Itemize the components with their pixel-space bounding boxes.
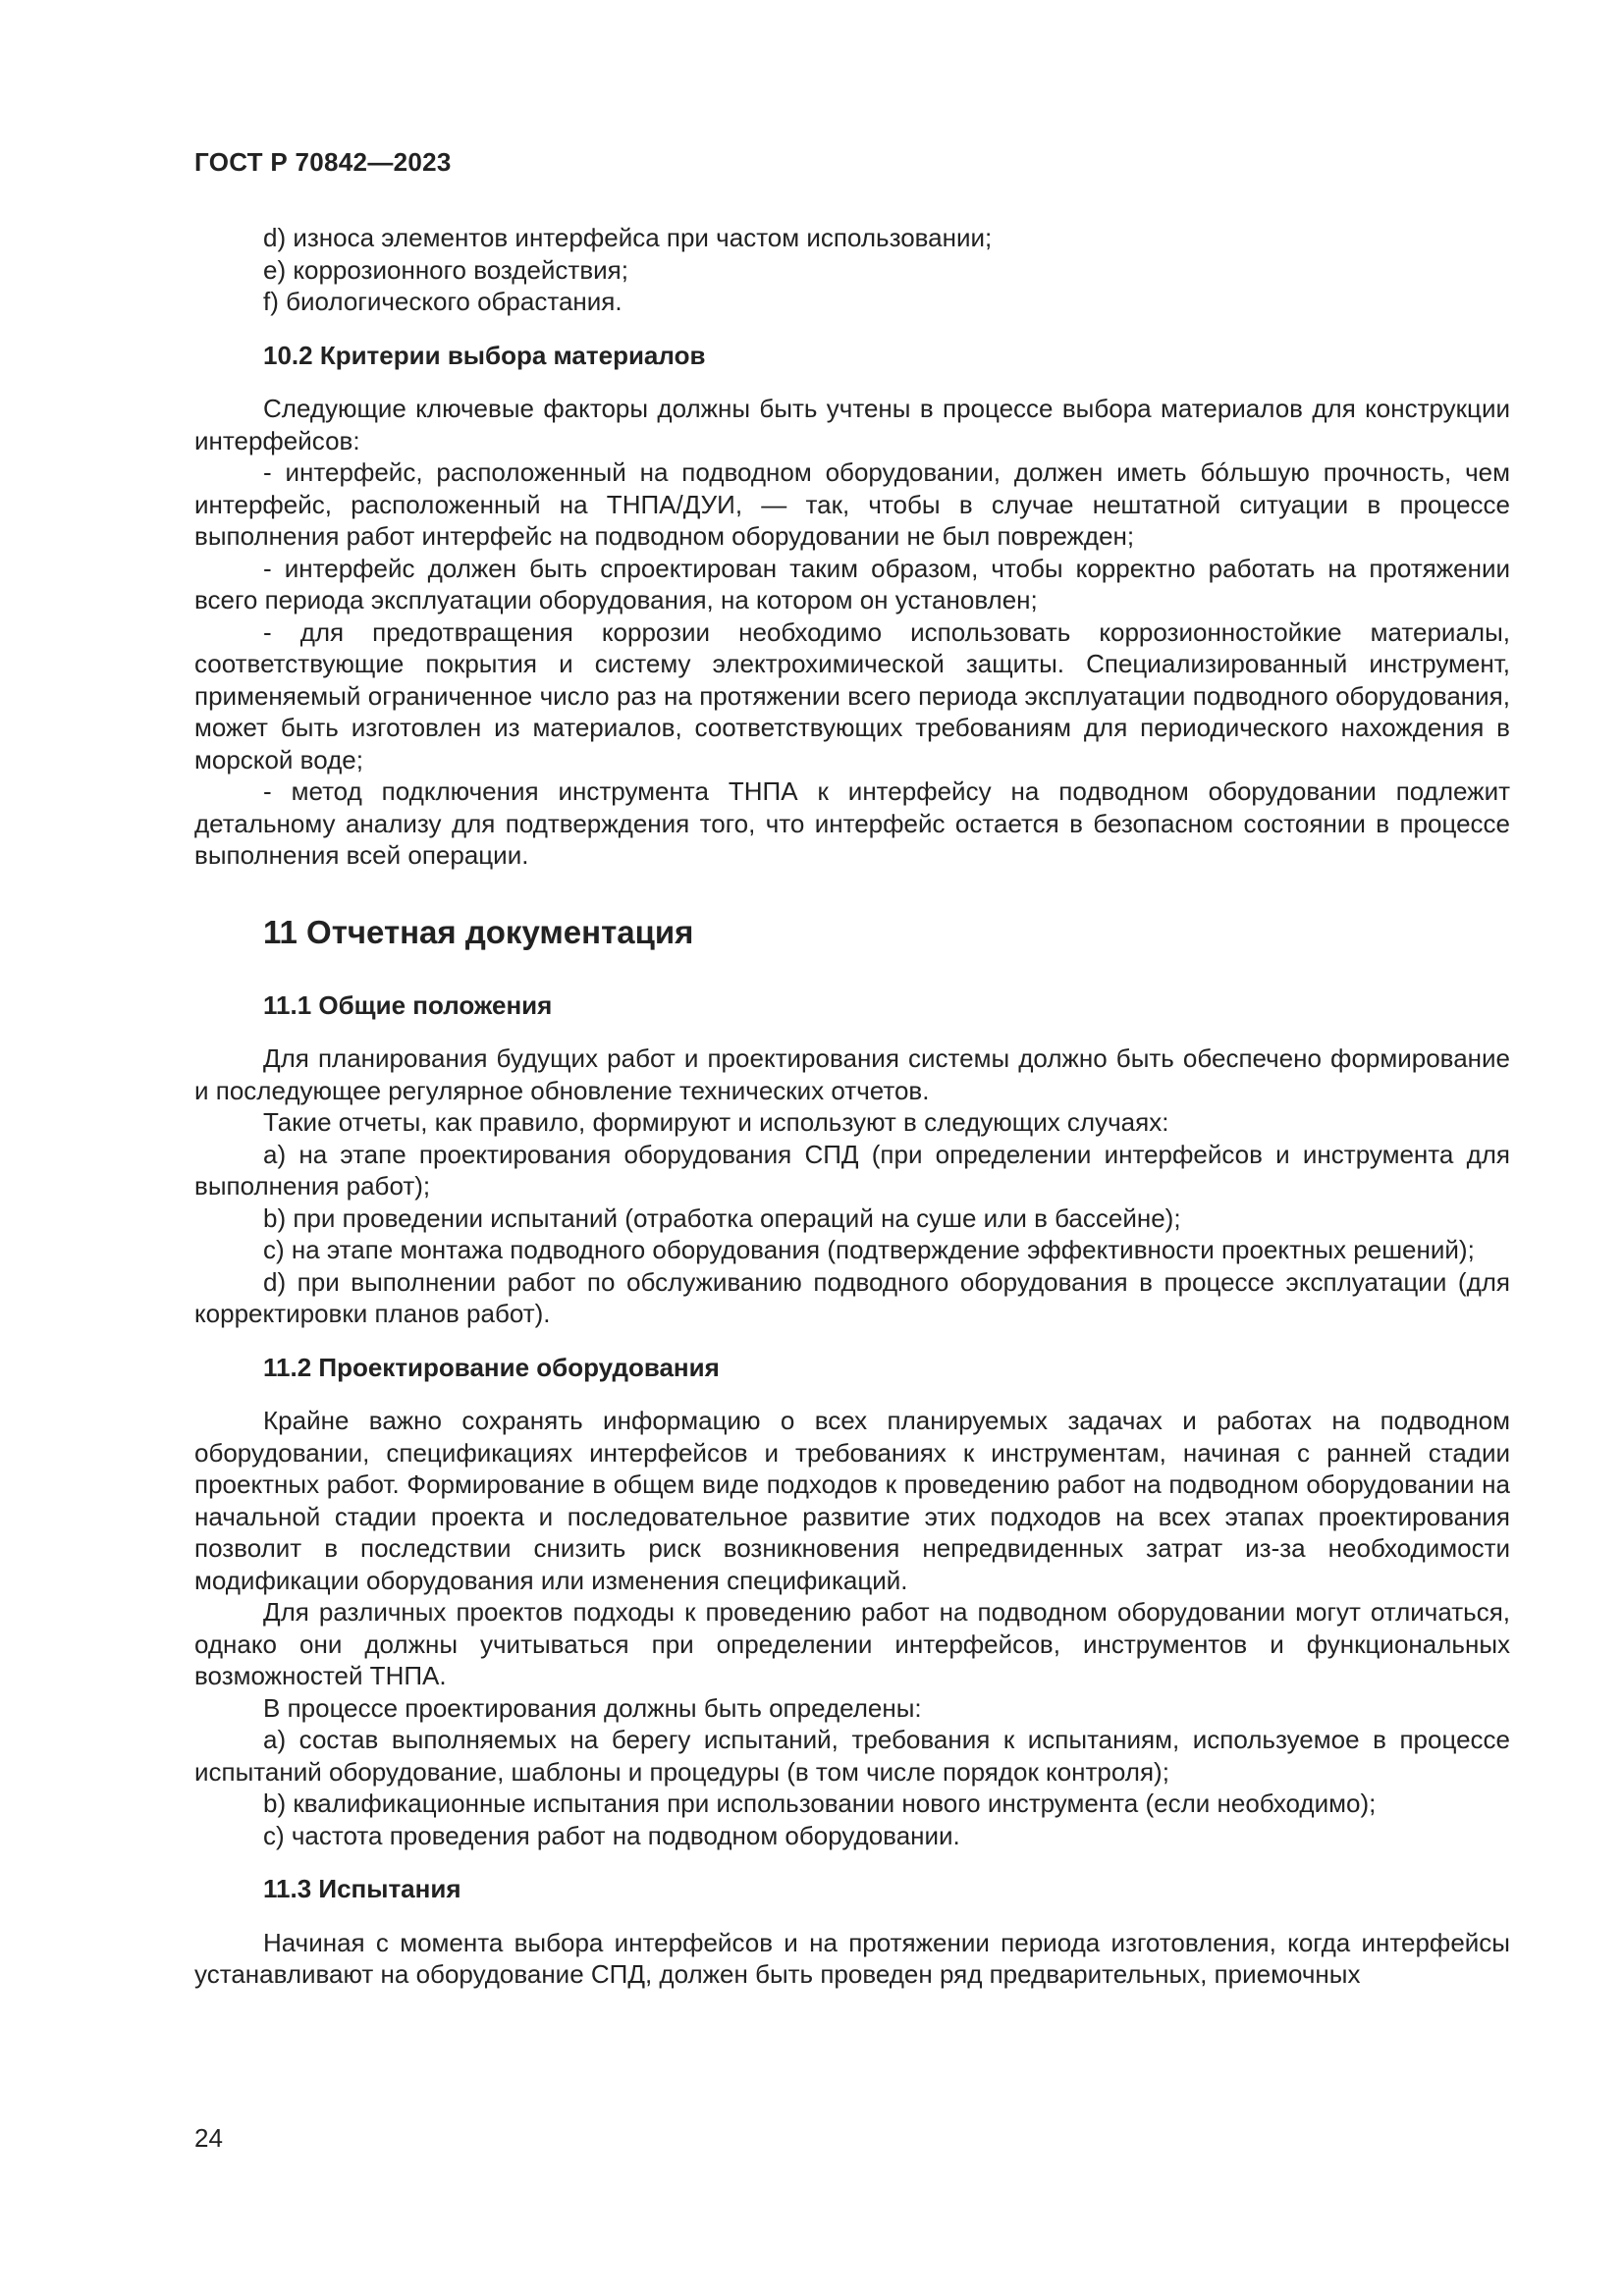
- paragraph: Следующие ключевые факторы должны быть учтены в процессе выбора материалов для конструкции интерфейсов:: [194, 394, 1510, 455]
- page-number: 24: [194, 2123, 223, 2153]
- page-header-standard-id: ГОСТ Р 70842—2023: [194, 147, 452, 177]
- paragraph: Крайне важно сохранять информацию о всех планируемых задачах и работах на подводном оборудовании, спецификациях интерфейсов и требованиях к инструментам, начиная с ранней стадии проектных работ. Формирование в общем виде подходов к проведению работ на подводном оборудовании на начальной стадии проекта и последовательное развитие этих подходов на всех этапах проектирования позволит в последствии снизить риск возникновения непредвиденных затрат из-за необходимости модификации оборудования или изменения спецификаций.: [194, 1406, 1510, 1595]
- page-content: [194, 222, 1510, 1991]
- paragraph: Начиная с момента выбора интерфейсов и на протяжении периода изготовления, когда интерфейсы устанавливают на оборудование СПД, должен быть проведен ряд предварительных, приемочных: [194, 1927, 1510, 1989]
- list-item: - метод подключения инструмента ТНПА к интерфейсу на подводном оборудовании подлежит детальному анализу для подтверждения того, что интерфейс остается в безопасном состоянии в процессе выполнения всей операции.: [194, 776, 1510, 870]
- paragraph: Такие отчеты, как правило, формируют и используют в следующих случаях:: [263, 1107, 1169, 1137]
- list-item: - интерфейс должен быть спроектирован таким образом, чтобы корректно работать на протяжении всего периода эксплуатации оборудования, на котором он установлен;: [194, 553, 1510, 614]
- list-item: f) биологического обрастания.: [263, 287, 623, 316]
- list-item: - интерфейс, расположенный на подводном оборудовании, должен иметь бóльшую прочность, чем интерфейс, расположенный на ТНПА/ДУИ, — так, чтобы в случае нештатной ситуации в процессе выполнения работ интерфейс на подводном оборудовании не был поврежден;: [194, 457, 1510, 551]
- list-item: c) частота проведения работ на подводном оборудовании.: [263, 1820, 960, 1850]
- list-item: b) квалификационные испытания при использовании нового инструмента (если необходимо);: [263, 1789, 1377, 1818]
- list-item: a) на этапе проектирования оборудования СПД (при определении интерфейсов и инструмента для выполнения работ);: [194, 1139, 1510, 1201]
- list-item: e) коррозионного воздействия;: [263, 254, 628, 285]
- section-heading-11-2: 11.2 Проектирование оборудования: [263, 1352, 720, 1382]
- list-item: a) состав выполняемых на берегу испытаний, требования к испытаниям, используемое в процессе испытаний оборудование, шаблоны и процедуры (в том числе порядок контроля);: [194, 1725, 1510, 1787]
- paragraph: Для планирования будущих работ и проектирования системы должно быть обеспечено формирование и последующее регулярное обновление технических отчетов.: [194, 1043, 1510, 1105]
- list-item: d) при выполнении работ по обслуживанию подводного оборудования в процессе эксплуатации (для корректировки планов работ).: [194, 1266, 1510, 1328]
- list-item: d) износа элементов интерфейса при частом использовании;: [263, 223, 993, 252]
- paragraph: Для различных проектов подходы к проведению работ на подводном оборудовании могут отличаться, однако они должны учитываться при определении интерфейсов, инструментов и функциональных возможностей ТНПА.: [194, 1597, 1510, 1690]
- section-heading-11: 11 Отчетная документация: [263, 913, 694, 950]
- section-heading-11-3: 11.3 Испытания: [263, 1874, 461, 1903]
- document-page: [194, 0, 1510, 2296]
- list-item: - для предотвращения коррозии необходимо использовать коррозионностойкие материалы, соответствующие покрытия и систему электрохимической защиты. Специализированный инструмент, применяемый ограниченное число раз на протяжении всего периода эксплуатации подводного оборудования, может быть изготовлен из материалов, соответствующих требованиям для периодического нахождения в морской воде;: [194, 616, 1510, 774]
- paragraph: В процессе проектирования должны быть определены:: [263, 1692, 922, 1723]
- section-heading-10-2: 10.2 Критерии выбора материалов: [263, 340, 706, 370]
- list-item: c) на этапе монтажа подводного оборудования (подтверждение эффективности проектных решений);: [263, 1235, 1475, 1264]
- list-item: b) при проведении испытаний (отработка операций на суше или в бассейне);: [263, 1202, 1181, 1233]
- section-heading-11-1: 11.1 Общие положения: [263, 989, 553, 1020]
